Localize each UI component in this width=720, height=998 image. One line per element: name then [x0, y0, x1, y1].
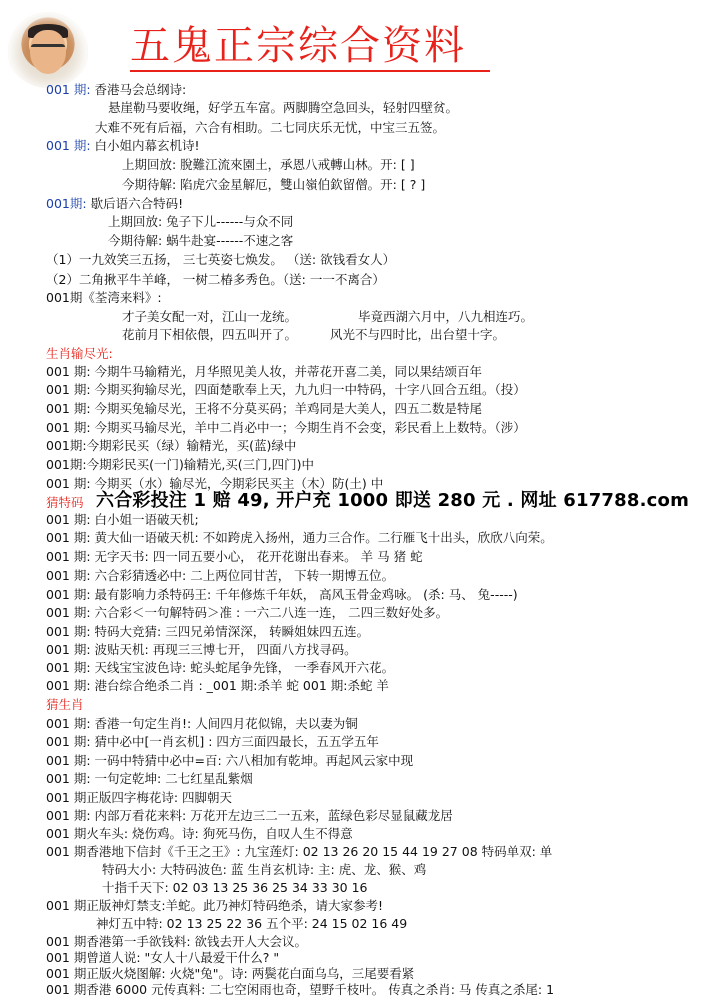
- text-line: 001 期: 香港一句定生肖!: 人间四月花似锦，夫以妻为铜: [46, 716, 358, 731]
- text-line: 001 期: 内部万看花来料: 万花开左边三二一五来，蓝绿色彩尽显鼠藏龙居: [46, 808, 453, 823]
- text-line: 001 期香港 6000 元传真料: 二七空闲雨也奇，望野千枝叶。 传真之杀肖: 马 传真之杀尾: 1: [46, 982, 555, 997]
- text-line: 001 期: 今期买兔输尽光，王将不分莫买码；羊鸡同是大美人，四五二数是特尾: [46, 401, 483, 416]
- text-line: 001 期: 一码中特猜中必中=百: 六八相加有乾坤。再起风云家中现: [46, 753, 414, 768]
- section-header: [46, 82, 186, 98]
- period-label: 001期:: [46, 196, 87, 211]
- text-line: 001 期: 猜中必中[一肖玄机] : 四方三面四最长，五五学五年: [46, 734, 379, 749]
- text-line: 风光不与四时比，出台望十字。: [330, 327, 506, 342]
- text-line: （2）二角揪平牛羊峰， 一树二椿多秀色。（送: 一一不离合）: [46, 272, 385, 287]
- section-title: 猜生肖: [46, 697, 84, 712]
- text-line: 001 期火车头: 烧伤鸡。诗: 狗死马伤，自叹人生不得意: [46, 826, 353, 841]
- avatar-glasses: [31, 44, 65, 55]
- text-line: 001期:今期彩民买（绿）输精光，买(蓝)绿中: [46, 438, 297, 453]
- text-line: 001 期: 六合彩＜一句解特码＞准 : 一六二八连一连， 二四三数好处多。: [46, 605, 449, 620]
- period-label: 001 期:: [46, 138, 91, 153]
- text-line: 神灯五中特: 02 13 25 22 36 五个平: 24 15 02 16 49: [96, 916, 408, 931]
- text-line: 毕竟西湖六月中，八九相连巧。: [358, 309, 534, 324]
- text-line: 001 期: 六合彩猜透必中: 二上两位同甘苦， 下转一期博五位。: [46, 568, 395, 583]
- text-line: 001 期: 最有影响力杀特码王: 千年修炼千年妖， 高风玉骨金鸡咏。 (杀: 马、 兔-----): [46, 587, 518, 602]
- section-title: 香港马会总纲诗:: [94, 82, 187, 97]
- text-line: 001 期: 一句定乾坤: 二七红星乱紫烟: [46, 771, 253, 786]
- period-label: 001 期:: [46, 82, 91, 97]
- page-title: 五鬼正宗综合资料: [130, 24, 490, 72]
- text-line: （1）一九效笑三五扬， 三七英姿七焕发。 （送: 欲钱看女人）: [46, 252, 396, 267]
- text-line: 001 期正版四字梅花诗: 四脚朝天: [46, 790, 233, 805]
- text-line: 001 期: 今期牛马输精光，月华照见美人妆，并蒂花开喜二美，同以果结颂百年: [46, 364, 483, 379]
- section-title: 001期《荃湾来料》:: [46, 290, 162, 305]
- text-line: 001 期: 白小姐一语破天机;: [46, 512, 199, 527]
- text-line: 001 期香港地下信封《千王之王》: 九宝莲灯: 02 13 26 20 15 44 19 27 08 特码单双: 单: [46, 844, 553, 859]
- text-line: 今期待解: 陷虎穴金星解厄，雙山嶺伯欽留僧。开: [ ? ]: [122, 177, 426, 192]
- section-header: [46, 138, 200, 154]
- text-line: 特码大小: 大特码波色: 蓝 生肖玄机诗: 主: 虎、龙、猴、鸡: [102, 862, 427, 877]
- section-title: 白小姐内幕玄机诗!: [94, 138, 200, 153]
- text-line: 001 期: 波贴天机: 再现三三博七开， 四面八方找寻码。: [46, 642, 357, 657]
- text-line: 才子美女配一对，江山一龙统。: [122, 309, 298, 324]
- section-title: 歇后语六合特码!: [90, 196, 184, 211]
- text-line: 001 期: 无字天书: 四一同五要小心， 花开花谢出春来。 羊 马 猪 蛇: [46, 549, 423, 564]
- section-header: [46, 196, 183, 212]
- text-line: 上期回放: 兔子下儿------与众不同: [108, 214, 294, 229]
- text-line: 大难不死有后福，六合有相助。二七同庆乐无忧，中宝三五签。: [95, 120, 446, 135]
- text-line: 花前月下相依偎，四五叫开了。: [122, 327, 298, 342]
- section-title: 生肖输尽光:: [46, 346, 113, 361]
- text-line: 001 期香港第一手欲钱料: 欲钱去开人大会议。: [46, 934, 308, 949]
- text-line: 悬崖勒马要收绳，好学五车富。两脚腾空急回头，轻射四壁贫。: [108, 100, 459, 115]
- text-line: 001 期曾道人说: "女人十八最爱干什么? ": [46, 950, 280, 965]
- text-line: 001 期正版火烧图解: 火烧"兔"。诗: 两鬓花白面乌乌，三尾要看紧: [46, 966, 415, 981]
- ad-banner[interactable]: 六合彩投注 1 赔 49, 开户充 1000 即送 280 元 . 网址 617788.com: [96, 490, 690, 511]
- text-line: 001 期: 天线宝宝波色诗: 蛇头蛇尾争先锋， 一季春风开六花。: [46, 660, 395, 675]
- text-line: 001 期正版神灯禁支:羊蛇。此乃神灯特码绝杀，请大家参考!: [46, 898, 384, 913]
- text-line: 001 期: 今期买狗输尽光，四面楚歌奉上天，九九归一中特码，十字八回合五组。（投）: [46, 382, 526, 397]
- text-line: 001期:今期彩民买(一门)输精光,买(三门,四门)中: [46, 457, 315, 472]
- avatar: [8, 12, 88, 92]
- section-title: 猜特码: [46, 495, 84, 510]
- text-line: 001 期: 今期买（水）输尽光，今期彩民买主（木）防(土) 中: [46, 476, 384, 491]
- text-line: 001 期: 今期买马输尽光，羊中二肖必中一；今期生肖不会变，彩民看上上数特。（涉）: [46, 420, 526, 435]
- text-line: 今期待解: 蜗牛赴宴------不速之客: [108, 233, 294, 248]
- text-line: 001 期: 黄大仙一语破天机: 不如跨虎入扬州，通力三合作。二行雁飞十出头，欣欣八向荣。: [46, 530, 553, 545]
- text-line: 十指千天下: 02 03 13 25 36 25 34 33 30 16: [102, 880, 368, 895]
- text-line: 001 期: 特码大竞猜: 三四兄弟情深深， 转瞬姐妹四五连。: [46, 624, 370, 639]
- text-line: 001 期: 港台综合绝杀二肖 : _001 期:杀羊 蛇 001 期:杀蛇 羊: [46, 678, 389, 693]
- text-line: 上期回放: 脫難江流來園土，承恩八戒轉山林。开: [ ]: [122, 157, 415, 172]
